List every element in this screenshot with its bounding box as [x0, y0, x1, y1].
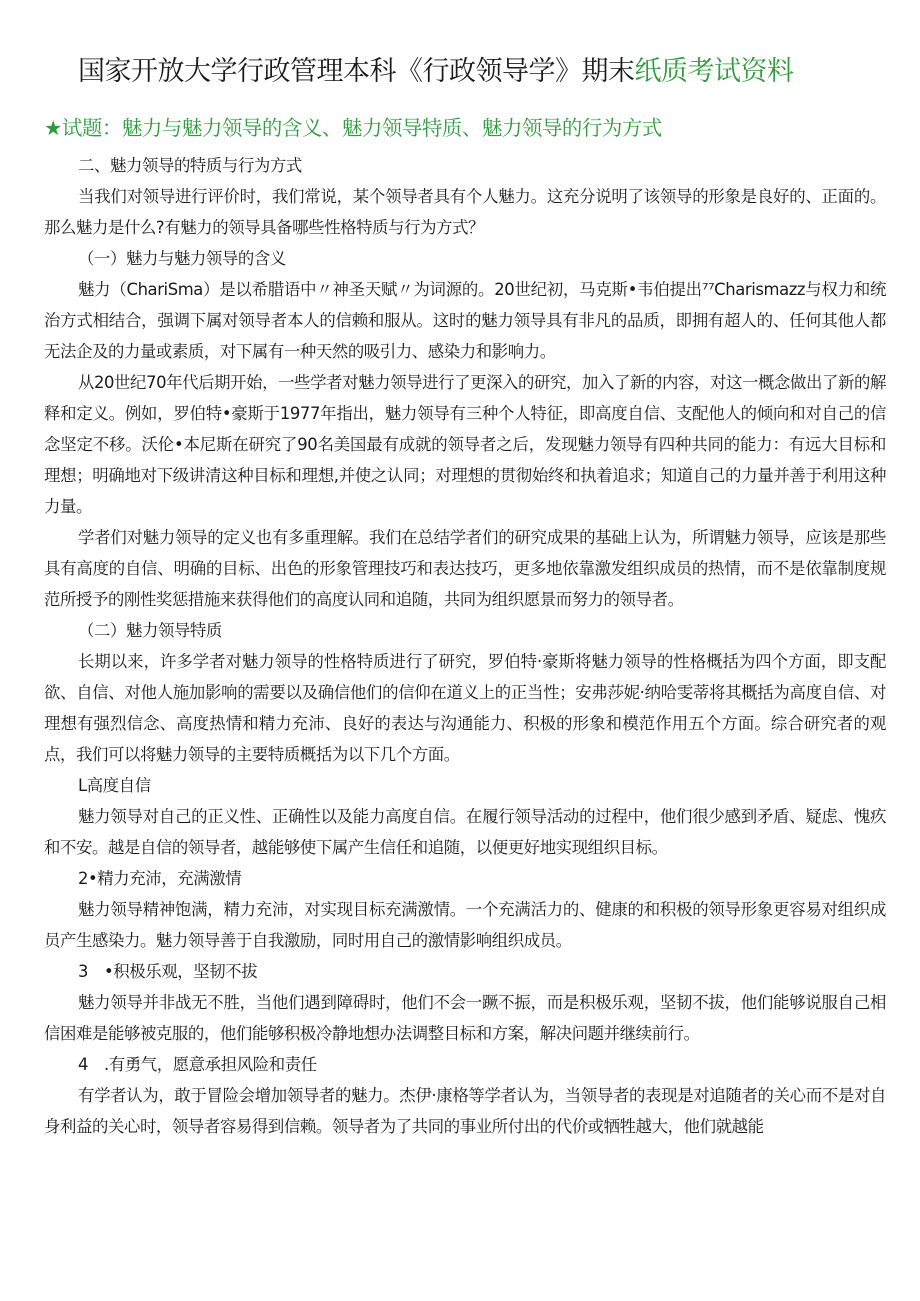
paragraph-traits-overview: 长期以来，许多学者对魅力领导的性格特质进行了研究，罗伯特·豪斯将魅力领导的性格概括为四个方面，即支配欲、自信、对他人施加影响的需要以及确信他们的信仰在道义上的正当性；安弗莎妮·纳哈雯蒂将其概括为高度自信、对理想有强烈信念、高度热情和精力充沛、良好的表达与沟通能力、积极的形象和模范作用五个方面。综合研究者的观点，我们可以将魅力领导的主要特质概括为以下几个方面。: [44, 652, 886, 764]
paragraph-trait-2: 魅力领导精神饱满，精力充沛，对实现目标充满激情。一个充满活力的、健康的和积极的领导形象更容易对组织成员产生感染力。魅力领导善于自我激励，同时用自己的激情影响组织成员。: [44, 900, 886, 950]
paragraph-later-research: 从20世纪70年代后期开始，一些学者对魅力领导进行了更深入的研究，加入了新的内容，对这一概念做出了新的解释和定义。例如，罗伯特•豪斯于1977年指出，魅力领导有三种个人特征，即高度自信、支配他人的倾向和对自己的信念坚定不移。沃伦•本尼斯在研究了90名美国最有成就的领导者之后，发现魅力领导有四种共同的能力：有远大目标和理想；明确地对下级讲清这种目标和理想,并使之认同；对理想的贯彻始终和执着追求；知道自己的力量并善于利用这种力量。: [44, 373, 886, 516]
trait-heading-3: 3 •积极乐观，坚韧不拔: [78, 962, 258, 981]
paragraph-charisma-origin: 魅力（ChariSma）是以希腊语中〃神圣天赋〃为词源的。20世纪初，马克斯•韦伯提出⁷⁷Charismazz与权力和统治方式相结合，强调下属对领导者本人的信赖和服从。这时的魅力领导具有非凡的品质，即拥有超人的、任何其他人都无法企及的力量或素质，对下属有一种天然的吸引力、感染力和影响力。: [44, 280, 886, 361]
trait-heading-1: L高度自信: [78, 776, 151, 795]
trait-heading-2: 2•精力充沛，充满激情: [78, 869, 242, 888]
title-accent: 纸质考试资料: [634, 56, 794, 87]
title-main: 国家开放大学行政管理本科《行政领导学》期末: [78, 56, 635, 87]
exam-topic-heading: ★试题：魅力与魅力领导的含义、魅力领导特质、魅力领导的行为方式: [44, 116, 662, 140]
paragraph-definition: 学者们对魅力领导的定义也有多重理解。我们在总结学者们的研究成果的基础上认为，所谓魅力领导，应该是那些具有高度的自信、明确的目标、出色的形象管理技巧和表达技巧，更多地依靠激发组织成员的热情，而不是依靠制度规范所授予的刚性奖惩措施来获得他们的高度认同和追随，共同为组织愿景而努力的领导者。: [44, 528, 886, 609]
paragraph-trait-1: 魅力领导对自己的正义性、正确性以及能力高度自信。在履行领导活动的过程中，他们很少感到矛盾、疑虑、愧疚和不安。越是自信的领导者，越能够使下属产生信任和追随，以便更好地实现组织目标。: [44, 807, 886, 857]
paragraph-trait-4: 有学者认为，敢于冒险会增加领导者的魅力。杰伊·康格等学者认为，当领导者的表现是对追随者的关心而不是对自身利益的关心时，领导者容易得到信赖。领导者为了共同的事业所付出的代价或牺牲越大，他们就越能: [44, 1086, 886, 1136]
document-body: [44, 150, 886, 1142]
section-heading-2: 二、魅力领导的特质与行为方式: [78, 156, 302, 175]
trait-heading-4: 4 .有勇气，愿意承担风险和责任: [78, 1055, 317, 1074]
subsection-heading-1: （一）魅力与魅力领导的含义: [78, 249, 286, 268]
paragraph-intro: 当我们对领导进行评价时，我们常说，某个领导者具有个人魅力。这充分说明了该领导的形象是良好的、正面的。那么魅力是什么?有魅力的领导具备哪些性格特质与行为方式？: [44, 187, 886, 237]
paragraph-trait-3: 魅力领导并非战无不胜，当他们遇到障碍时，他们不会一蹶不振，而是积极乐观，坚韧不拔，他们能够说服自己相信困难是能够被克服的，他们能够积极冷静地想办法调整目标和方案，解决问题并继续前行。: [44, 993, 886, 1043]
document-title: [78, 52, 878, 92]
subsection-heading-2: （二）魅力领导特质: [78, 621, 222, 640]
